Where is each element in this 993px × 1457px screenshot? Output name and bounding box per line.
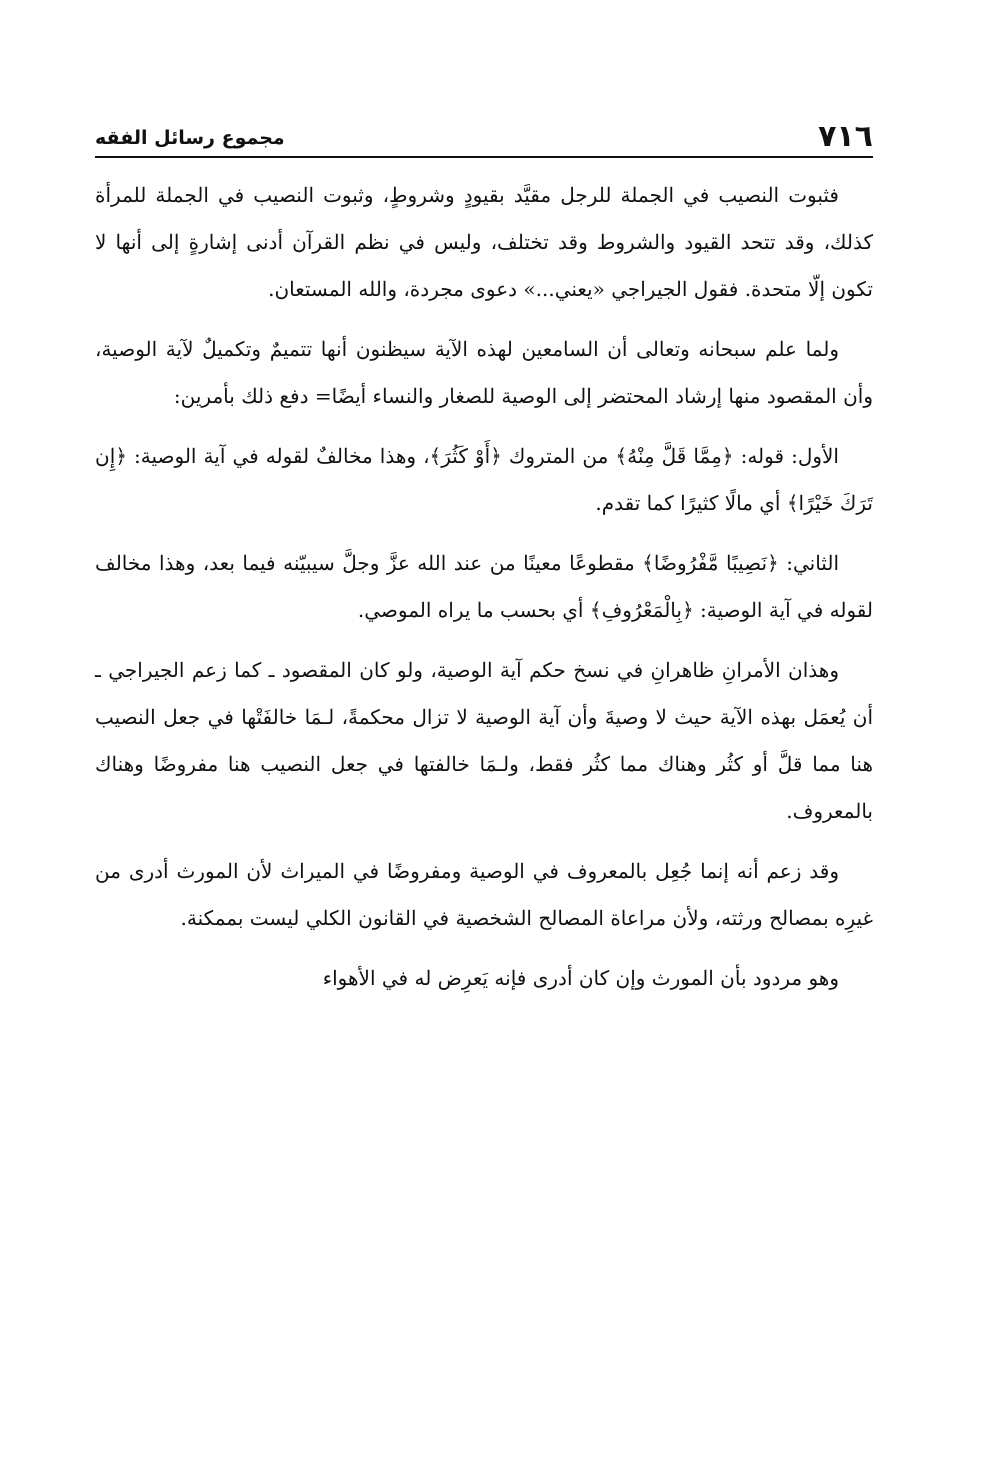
page-number: ٧١٦: [818, 119, 873, 154]
body-text: [95, 172, 873, 1015]
paragraph-5: وهذان الأمرانِ ظاهرانِ في نسخ حكم آية الوصية، ولو كان المقصود ـ كما زعم الجيراجي ـ أن يُعمَل بهذه الآية حيث لا وصيةَ وأن آية الوصية لا تزال محكمةً، لـمَا خالفَتْها في جعل النصيب هنا مما قلَّ أو كثُر وهناك مما كثُر فقط، ولـمَا خالفتها في جعل النصيب هنا مفروضًا وهناك بالمعروف.: [95, 658, 873, 823]
paragraph-7: وهو مردود بأن المورث وإن كان أدرى فإنه يَعرِض له في الأهواء: [322, 966, 839, 990]
paragraph-1: فثبوت النصيب في الجملة للرجل مقيَّد بقيودٍ وشروطٍ، وثبوت النصيب في الجملة للمرأة كذلك، وقد تتحد القيود والشروط وقد تختلف، وليس في نظم القرآن أدنى إشارةٍ إلى أنها لا تكون إلّا متحدة. فقول الجيراجي «يعني...» دعوى مجردة، والله المستعان.: [95, 183, 873, 301]
book-title: مجموع رسائل الفقه: [95, 127, 285, 149]
paragraph-2: ولما علم سبحانه وتعالى أن السامعين لهذه الآية سيظنون أنها تتميمٌ وتكميلٌ لآية الوصية، وأن المقصود منها إرشاد المحتضر إلى الوصية للصغار والنساء أيضًا= دفع ذلك بأمرين:: [95, 337, 873, 408]
header-rule: [95, 156, 873, 158]
running-head: [95, 112, 873, 152]
paragraph-3: الأول: قوله: ﴿مِمَّا قَلَّ مِنْهُ﴾ من المتروك ﴿أَوْ كَثُرَ﴾، وهذا مخالفٌ لقوله في آية الوصية: ﴿إِن تَرَكَ خَيْرًا﴾ أي مالًا كثيرًا كما تقدم.: [95, 444, 873, 515]
paragraph-6: وقد زعم أنه إنما جُعِل بالمعروف في الوصية ومفروضًا في الميراث لأن المورث أدرى من غيرِه بمصالح ورثته، ولأن مراعاة المصالح الشخصية في القانون الكلي ليست بممكنة.: [95, 859, 873, 930]
paragraph-4: الثاني: ﴿نَصِيبًا مَّفْرُوضًا﴾ مقطوعًا معينًا من عند الله عزَّ وجلَّ سيبيّنه فيما بعد، وهذا مخالف لقوله في آية الوصية: ﴿بِالْمَعْرُوفِ﴾ أي بحسب ما يراه الموصي.: [95, 551, 873, 622]
